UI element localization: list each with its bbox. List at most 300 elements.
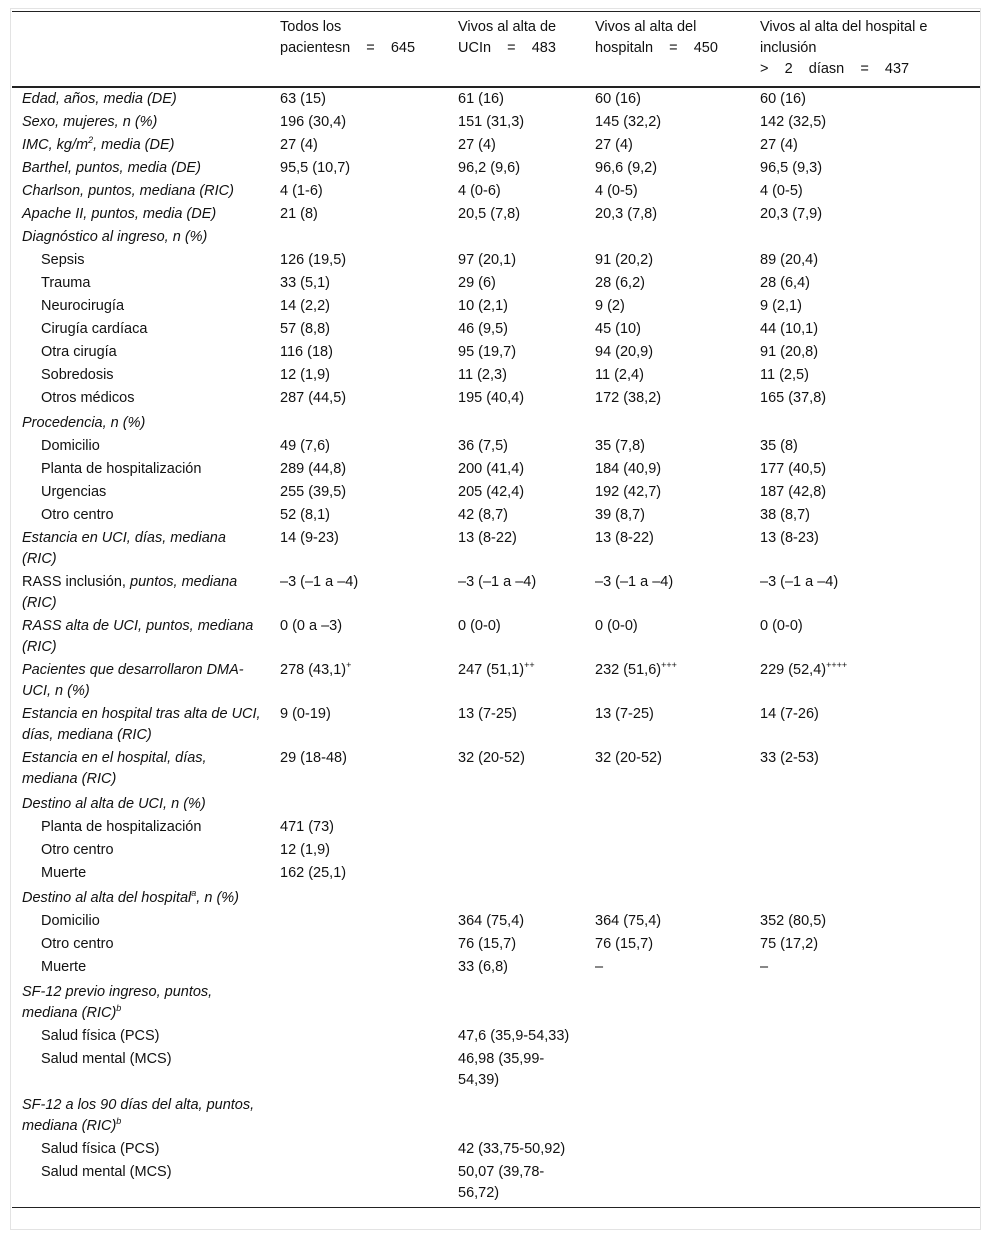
table-row [12, 435, 980, 458]
cell-text: 27 (4) [458, 137, 496, 153]
table-body [12, 87, 980, 1208]
cell-value [270, 87, 448, 111]
cell-value [585, 481, 750, 504]
cell-value [750, 1138, 980, 1161]
cell-value [270, 1048, 448, 1092]
cell-value [750, 1092, 980, 1138]
cell-value [750, 615, 980, 659]
cell-text: 57 (8,8) [280, 321, 330, 337]
cell-text: 0 (0-0) [458, 618, 501, 634]
row-label [12, 410, 270, 435]
cell-value [448, 226, 585, 249]
row-label-text: Estancia en hospital tras alta de UCI, días, mediana (RIC) [22, 706, 261, 743]
table-row [12, 747, 980, 791]
cell-value [585, 933, 750, 956]
cell-value [270, 180, 448, 203]
cell-text: 4 (0-5) [595, 183, 638, 199]
table-row [12, 956, 980, 979]
table-row [12, 933, 980, 956]
cell-value [750, 527, 980, 571]
cell-value [448, 272, 585, 295]
table-row [12, 885, 980, 910]
row-label-text: RASS alta de UCI, puntos, mediana (RIC) [22, 618, 254, 655]
cell-value [585, 134, 750, 157]
row-label [12, 249, 270, 272]
header-vivos-inclusion [750, 12, 980, 88]
cell-text: 9 (2) [595, 298, 625, 314]
cell-value [270, 862, 448, 885]
row-label-superscript: a [191, 888, 197, 899]
cell-superscript: +++ [661, 660, 677, 671]
cell-value [750, 87, 980, 111]
cell-value [270, 295, 448, 318]
cell-text: 91 (20,8) [760, 344, 819, 360]
row-label-text: Salud mental (MCS) [41, 1164, 172, 1180]
cell-text: 0 (0 a –3) [280, 618, 343, 634]
cell-value [750, 956, 980, 979]
cell-value [750, 862, 980, 885]
row-label [12, 571, 270, 615]
row-label [12, 615, 270, 659]
cell-value [448, 910, 585, 933]
cell-value [750, 295, 980, 318]
table-row [12, 203, 980, 226]
cell-text: 13 (8-22) [595, 530, 654, 546]
cell-value [585, 791, 750, 816]
cell-text: 187 (42,8) [760, 484, 827, 500]
cell-text: 177 (40,5) [760, 461, 827, 477]
cell-value [270, 747, 448, 791]
cell-text: 52 (8,1) [280, 507, 330, 523]
cell-value [585, 180, 750, 203]
cell-value [270, 341, 448, 364]
cell-value [585, 341, 750, 364]
cell-value [270, 481, 448, 504]
row-label [12, 272, 270, 295]
cell-value [585, 747, 750, 791]
row-label-text: Neurocirugía [41, 298, 125, 314]
cell-value [270, 249, 448, 272]
cell-value [270, 933, 448, 956]
row-label-text: Edad, años, media (DE) [22, 91, 177, 107]
cell-value [448, 180, 585, 203]
cell-value [750, 134, 980, 157]
cell-text: 42 (8,7) [458, 507, 508, 523]
row-label [12, 1161, 270, 1208]
cell-value [448, 295, 585, 318]
cell-text: 28 (6,4) [760, 275, 810, 291]
cell-text: 47,6 (35,9-54,33) [458, 1028, 570, 1044]
cell-value [448, 1138, 585, 1161]
cell-text: 4 (1-6) [280, 183, 323, 199]
row-label [12, 979, 270, 1025]
table-row [12, 272, 980, 295]
cell-value [585, 1092, 750, 1138]
cell-text: 287 (44,5) [280, 390, 347, 406]
cell-value [750, 910, 980, 933]
header-vivos-inclusion-title: Vivos al alta del hospital e inclusión [760, 19, 928, 56]
row-label [12, 747, 270, 791]
cell-value [448, 134, 585, 157]
cell-text: 247 (51,1) [458, 662, 525, 678]
row-label-text: Salud física (PCS) [41, 1028, 160, 1044]
cell-value [750, 481, 980, 504]
row-label [12, 180, 270, 203]
table-row [12, 816, 980, 839]
cell-value [585, 318, 750, 341]
cell-value [448, 659, 585, 703]
cell-value [585, 364, 750, 387]
row-label [12, 226, 270, 249]
row-label-italic: puntos, mediana (RIC) [22, 574, 238, 611]
cell-value [270, 458, 448, 481]
row-label-text: SF-12 previo ingreso, puntos, mediana (RIC) [22, 984, 213, 1021]
table-row [12, 1138, 980, 1161]
cell-text: 13 (8-22) [458, 530, 517, 546]
table-row [12, 703, 980, 747]
cell-value [448, 410, 585, 435]
row-label-text: Estancia en el hospital, días, mediana (RIC) [22, 750, 207, 787]
cell-text: 27 (4) [595, 137, 633, 153]
row-label [12, 1025, 270, 1048]
cell-text: 196 (30,4) [280, 114, 347, 130]
row-label [12, 134, 270, 157]
table-row [12, 364, 980, 387]
cell-text: 165 (37,8) [760, 390, 827, 406]
cell-value [750, 341, 980, 364]
cell-value [448, 341, 585, 364]
cell-value [270, 839, 448, 862]
cell-text: –3 (–1 a –4) [280, 574, 359, 590]
cell-value [270, 1161, 448, 1208]
header-vivos-inclusion-n: > 2 díasn = 437 [760, 61, 910, 77]
cell-text: 364 (75,4) [458, 913, 525, 929]
cell-value [448, 364, 585, 387]
cell-text: 11 (2,5) [760, 367, 809, 383]
cell-value [750, 203, 980, 226]
cell-value [585, 839, 750, 862]
table-row [12, 839, 980, 862]
cell-value [448, 979, 585, 1025]
cell-value [585, 504, 750, 527]
cell-text: 33 (5,1) [280, 275, 330, 291]
cell-text: 35 (8) [760, 438, 798, 454]
cell-value [750, 504, 980, 527]
header-empty [12, 12, 270, 88]
cell-text: 32 (20-52) [595, 750, 662, 766]
header-todos: Todos los pacientesn = 645 [270, 12, 448, 88]
cell-value [750, 747, 980, 791]
cell-text: 200 (41,4) [458, 461, 525, 477]
cell-text: 46 (9,5) [458, 321, 508, 337]
cell-text: 94 (20,9) [595, 344, 654, 360]
row-label-text: Muerte [41, 959, 87, 975]
cell-text: 63 (15) [280, 91, 326, 107]
cell-text: 142 (32,5) [760, 114, 827, 130]
row-label [12, 481, 270, 504]
cell-value [448, 481, 585, 504]
table-row [12, 1092, 980, 1138]
row-label [12, 203, 270, 226]
row-label [12, 157, 270, 180]
cell-text: 96,5 (9,3) [760, 160, 823, 176]
cell-text: –3 (–1 a –4) [595, 574, 674, 590]
row-label-text: Otro centro [41, 936, 114, 952]
cell-value [585, 816, 750, 839]
cell-text: 36 (7,5) [458, 438, 508, 454]
row-label-text: Otra cirugía [41, 344, 117, 360]
row-label-text: Salud física (PCS) [41, 1141, 160, 1157]
row-label [12, 364, 270, 387]
row-label [12, 387, 270, 410]
cell-text: 14 (7-26) [760, 706, 819, 722]
cell-text: 50,07 (39,78-56,72) [458, 1164, 545, 1201]
cell-value [448, 791, 585, 816]
cell-text: – [595, 959, 604, 975]
cell-value [750, 1048, 980, 1092]
cell-text: 27 (4) [280, 137, 318, 153]
cell-value [585, 527, 750, 571]
cell-value [585, 571, 750, 615]
cell-text: 20,5 (7,8) [458, 206, 521, 222]
row-label-text: Trauma [41, 275, 91, 291]
table-row [12, 862, 980, 885]
row-label-text: Otro centro [41, 507, 114, 523]
cell-value [448, 703, 585, 747]
table-row [12, 910, 980, 933]
cell-text: 49 (7,6) [280, 438, 330, 454]
header-vivos-hospital: Vivos al alta del hospitaln = 450 [585, 12, 750, 88]
table-row [12, 295, 980, 318]
cell-value [750, 157, 980, 180]
cell-value [448, 839, 585, 862]
cell-text: 14 (9-23) [280, 530, 339, 546]
row-label [12, 791, 270, 816]
table-row [12, 249, 980, 272]
cell-text: 14 (2,2) [280, 298, 330, 314]
cell-text: 61 (16) [458, 91, 504, 107]
cell-value [270, 885, 448, 910]
cell-text: 91 (20,2) [595, 252, 654, 268]
cell-value [750, 571, 980, 615]
cell-value [448, 862, 585, 885]
cell-text: 89 (20,4) [760, 252, 819, 268]
table-row [12, 180, 980, 203]
row-label-text: Estancia en UCI, días, mediana (RIC) [22, 530, 226, 567]
table-row [12, 571, 980, 615]
table-row [12, 134, 980, 157]
table-row [12, 1025, 980, 1048]
cell-text: 12 (1,9) [280, 842, 330, 858]
cell-value [448, 87, 585, 111]
table-row [12, 387, 980, 410]
cell-value [448, 571, 585, 615]
cell-text: 76 (15,7) [458, 936, 517, 952]
cell-value [270, 659, 448, 703]
cell-text: 4 (0-5) [760, 183, 803, 199]
cell-value [270, 226, 448, 249]
cell-text: 29 (6) [458, 275, 496, 291]
cell-value [448, 249, 585, 272]
cell-value [270, 435, 448, 458]
cell-value [270, 134, 448, 157]
cell-text: 13 (8-23) [760, 530, 819, 546]
row-label-suffix: , media (DE) [93, 137, 175, 153]
cell-value [750, 272, 980, 295]
row-label-text: SF-12 a los 90 días del alta, puntos, mediana (RIC) [22, 1097, 255, 1134]
row-label [12, 341, 270, 364]
cell-text: 229 (52,4) [760, 662, 827, 678]
cell-text: 255 (39,5) [280, 484, 347, 500]
table-row [12, 1161, 980, 1208]
table-row [12, 659, 980, 703]
cell-value [750, 1025, 980, 1048]
cell-text: –3 (–1 a –4) [458, 574, 537, 590]
cell-value [270, 504, 448, 527]
table-row [12, 791, 980, 816]
row-label-text: Urgencias [41, 484, 107, 500]
cell-text: 162 (25,1) [280, 865, 347, 881]
cell-text: 21 (8) [280, 206, 318, 222]
cell-value [448, 956, 585, 979]
cell-text: 38 (8,7) [760, 507, 810, 523]
cell-value [750, 1161, 980, 1208]
cell-text: 97 (20,1) [458, 252, 517, 268]
cell-value [448, 816, 585, 839]
cell-value [448, 157, 585, 180]
row-label-text: Destino al alta del hospital [22, 890, 192, 906]
table-row [12, 157, 980, 180]
row-label-text: Domicilio [41, 913, 100, 929]
table-row [12, 527, 980, 571]
cell-value [750, 839, 980, 862]
cell-text: 9 (2,1) [760, 298, 802, 314]
cell-text: 20,3 (7,9) [760, 206, 823, 222]
cell-value [448, 615, 585, 659]
cell-superscript: ++++ [826, 660, 848, 671]
cell-value [585, 435, 750, 458]
cell-text: 45 (10) [595, 321, 641, 337]
table-row [12, 458, 980, 481]
cell-text: 28 (6,2) [595, 275, 645, 291]
cell-value [270, 979, 448, 1025]
cell-value [448, 747, 585, 791]
row-label [12, 703, 270, 747]
row-label-text: Barthel, puntos, media (DE) [22, 160, 201, 176]
cell-text: 96,6 (9,2) [595, 160, 658, 176]
cell-text: 11 (2,4) [595, 367, 644, 383]
cell-value [585, 885, 750, 910]
cell-value [585, 387, 750, 410]
row-label-text: Muerte [41, 865, 87, 881]
cell-text: 9 (0-19) [280, 706, 331, 722]
cell-value [585, 157, 750, 180]
cell-text: 151 (31,3) [458, 114, 525, 130]
row-label-text: Sepsis [41, 252, 85, 268]
cell-value [448, 458, 585, 481]
row-label-text: Sexo, mujeres, n (%) [22, 114, 158, 130]
cell-text: 471 (73) [280, 819, 335, 835]
cell-value [270, 410, 448, 435]
cell-text: 12 (1,9) [280, 367, 330, 383]
row-label-text: Procedencia, n (%) [22, 415, 146, 431]
cell-value [448, 1092, 585, 1138]
cell-value [270, 956, 448, 979]
row-label [12, 435, 270, 458]
cell-text: 11 (2,3) [458, 367, 507, 383]
cell-value [270, 364, 448, 387]
row-label-text: Pacientes que desarrollaron DMA-UCI, n (%) [22, 662, 244, 699]
cell-text: 46,98 (35,99-54,39) [458, 1051, 545, 1088]
cell-value [750, 979, 980, 1025]
cell-value [585, 1025, 750, 1048]
table-row [12, 111, 980, 134]
cell-text: 20,3 (7,8) [595, 206, 658, 222]
cell-value [448, 1025, 585, 1048]
cell-value [585, 659, 750, 703]
cell-value [270, 816, 448, 839]
cell-value [585, 226, 750, 249]
cell-value [585, 1048, 750, 1092]
cell-value [585, 111, 750, 134]
cell-value [448, 435, 585, 458]
cell-value [750, 816, 980, 839]
cell-value [270, 111, 448, 134]
cell-text: 352 (80,5) [760, 913, 827, 929]
cell-text: 27 (4) [760, 137, 798, 153]
row-label-text: Planta de hospitalización [41, 461, 202, 477]
cell-value [270, 571, 448, 615]
row-label-text: Planta de hospitalización [41, 819, 202, 835]
cell-value [270, 318, 448, 341]
row-label [12, 839, 270, 862]
cell-value [585, 910, 750, 933]
table-row [12, 226, 980, 249]
row-label [12, 1092, 270, 1138]
cell-value [270, 387, 448, 410]
cell-value [585, 1161, 750, 1208]
cell-text: 278 (43,1) [280, 662, 347, 678]
cell-text: 60 (16) [760, 91, 806, 107]
row-label [12, 885, 270, 910]
cell-value [448, 1048, 585, 1092]
cell-superscript: ++ [524, 660, 535, 671]
cell-value [585, 203, 750, 226]
cell-value [448, 933, 585, 956]
cell-value [585, 862, 750, 885]
cell-value [448, 111, 585, 134]
cell-text: 364 (75,4) [595, 913, 662, 929]
row-label [12, 862, 270, 885]
row-label-text: Apache II, puntos, media (DE) [22, 206, 217, 222]
cell-value [448, 885, 585, 910]
row-label-superscript: b [116, 1116, 122, 1127]
row-label-text: Otro centro [41, 842, 114, 858]
cell-value [750, 318, 980, 341]
cell-value [750, 435, 980, 458]
row-label [12, 956, 270, 979]
cell-value [750, 226, 980, 249]
row-label [12, 111, 270, 134]
table-row [12, 1048, 980, 1092]
cell-value [270, 791, 448, 816]
cell-value [270, 203, 448, 226]
cell-value [750, 659, 980, 703]
cell-value [448, 318, 585, 341]
cell-value [448, 387, 585, 410]
cell-value [448, 203, 585, 226]
cell-value [585, 458, 750, 481]
